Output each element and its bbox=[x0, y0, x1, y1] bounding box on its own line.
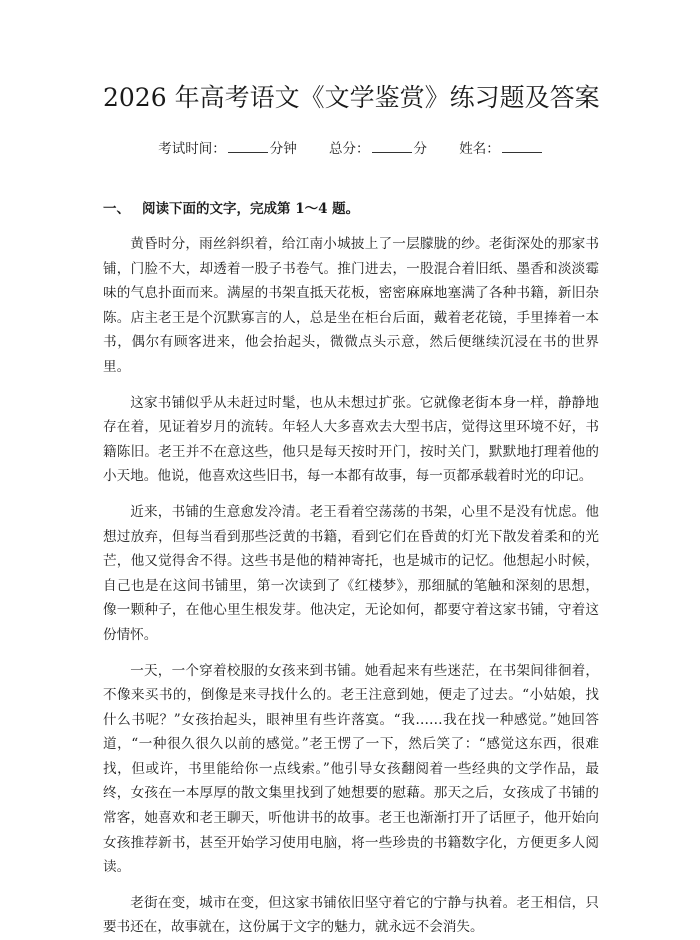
exam-meta-line bbox=[103, 138, 599, 160]
page-title: 2026 年高考语文《文学鉴赏》练习题及答案 bbox=[103, 83, 600, 112]
student-name-label: 姓名： bbox=[459, 141, 500, 157]
passage-paragraph-1: 黄昏时分，雨丝斜织着，给江南小城披上了一层朦胧的纱。老街深处的那家书铺，门脸不大，却透着一股子书卷气。推门进去，一股混合着旧纸、墨香和淡淡霉味的气息扑面而来。满屋的书架直抵天花板，密密麻麻地塞满了各种书籍，新旧杂陈。店主老王是个沉默寡言的人，总是坐在柜台后面，戴着老花镜，手里捧着一本书，偶尔有顾客进来，他会抬起头，微微点头示意，然后便继续沉浸在书的世界里。 bbox=[103, 236, 599, 375]
passage-paragraph-4: 一天，一个穿着校服的女孩来到书铺。她看起来有些迷茫，在书架间徘徊着，不像来买书的，倒像是来寻找什么的。老王注意到她，便走了过去。“小姑娘，找什么书呢？”女孩抬起头，眼神里有些许落寞。“我……我在找一种感觉。”她回答道，“一种很久很久以前的感觉。”老王愣了一下，然后笑了：“感觉这东西，很难找，但或许，书里能给你一点线索。”他引导女孩翻阅着一些经典的文学作品，最终，女孩在一本厚厚的散文集里找到了她想要的慰藉。那天之后，女孩成了书铺的常客，她喜欢和老王聊天，听他讲书的故事。老王也渐渐打开了话匣子，他开始向女孩推荐新书，甚至开始学习使用电脑，将一些珍贵的书籍数字化，方便更多人阅读。 bbox=[103, 662, 599, 876]
exam-time-blank[interactable] bbox=[228, 138, 268, 153]
total-score-blank[interactable] bbox=[372, 138, 412, 153]
section-one-number: 一、 bbox=[103, 201, 130, 217]
section-one-instruction: 阅读下面的文字，完成第 1～4 题。 bbox=[142, 201, 360, 217]
exam-time-field bbox=[158, 138, 297, 160]
exam-time-unit: 分钟 bbox=[269, 141, 297, 157]
passage-paragraph-2: 这家书铺似乎从未赶过时髦，也从未想过扩张。它就像老街本身一样，静静地存在着，见证着岁月的流转。年轻人大多喜欢去大型书店，觉得这里环境不好，书籍陈旧。老王并不在意这些，他只是每天按时开门，按时关门，默默地打理着他的小天地。他说，他喜欢这些旧书，每一本都有故事，每一页都承载着时光的印记。 bbox=[103, 394, 599, 485]
total-score-unit: 分 bbox=[413, 141, 427, 157]
total-score-label: 总分： bbox=[329, 141, 370, 157]
total-score-field bbox=[329, 138, 427, 160]
passage-paragraph-3: 近来，书铺的生意愈发冷清。老王看着空荡荡的书架，心里不是没有忧虑。他想过放弃，但每当看到那些泛黄的书籍，看到它们在昏黄的灯光下散发着柔和的光芒，他又觉得舍不得。这些书是他的精神寄托，也是城市的记忆。他想起小时候，自己也是在这间书铺里，第一次读到了《红楼梦》，那细腻的笔触和深刻的思想，像一颗种子，在他心里生根发芽。他决定，无论如何，都要守着这家书铺，守着这份情怀。 bbox=[103, 503, 599, 643]
student-name-field bbox=[459, 138, 544, 160]
section-one-heading bbox=[103, 198, 599, 220]
passage-paragraph-5: 老街在变，城市在变，但这家书铺依旧坚守着它的宁静与执着。老王相信，只要书还在，故事就在，这份属于文字的魅力，就永远不会消失。 bbox=[103, 894, 599, 936]
reading-passage bbox=[103, 232, 599, 940]
exam-time-label: 考试时间： bbox=[158, 141, 226, 157]
student-name-blank[interactable] bbox=[502, 138, 542, 153]
